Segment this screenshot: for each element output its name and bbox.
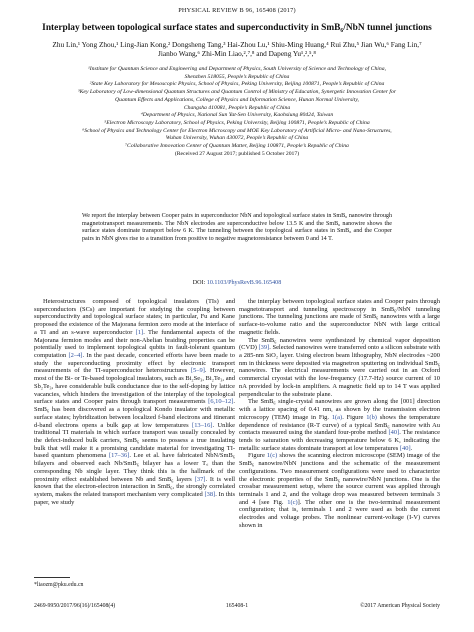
paragraph-text: . Unlike traditional TI materials in which surface transport was usually concealed by the defect-induced bulk carriers, SmB₆ seems to possess a true insulating bulk that will make it a promising candidate material for investigating TI-based quantum phenomena <box>34 421 235 460</box>
citation-link[interactable]: [2–4] <box>68 352 83 360</box>
doi-line <box>0 280 474 286</box>
paragraph-text: . Figure <box>342 413 367 421</box>
body-paragraph <box>239 337 440 399</box>
journal-header: PHYSICAL REVIEW B 96, 165408 (2017) <box>178 7 296 14</box>
citation-link[interactable]: [13–16] <box>192 421 213 429</box>
paragraph-text: . Selected nanowires were transferred onto a silicon substrate with a 285-nm SiO₂ layer. Using electron beam lithography, NbN electrodes ~200 nm in thickness were deposited via magnetron sputtering on individual SmB₆ nanowires. The electrical measurements were carried out in an Oxford commercial cryostat with the low-frequency (17.7-Hz) source current of 10 nA provided by lock-in amplifiers. A magnetic field up to 14 T was applied perpendicular to the substrate plane. <box>239 344 440 398</box>
affiliation-line: ⁵Electron Microscopy Laboratory, School of Physics, Peking University, Beijing 100871, People’s Republic of China <box>104 119 370 126</box>
paragraph-text: Figure <box>248 452 267 460</box>
abstract: We report the interplay between Cooper pairs in superconductor NbN and topological surface states in SmB₆ nanowire through magnetotransport measurements. The NbN electrodes are superconductive below 13.5 K and the SmB₆ nanowire shows the surface states dominate transport below 6 K. The tunneling between the topological surface states in SmB₆ and the Cooper pairs in NbN gives rise to a transition from positive to negative magnetoresistance between 0 and 14 T. <box>82 213 392 243</box>
body-paragraph <box>34 298 235 506</box>
affiliation-line: ⁷Collaborative Innovation Center of Quantum Matter, Beijing 100871, People’s Republic of China <box>125 143 349 150</box>
affiliation-list <box>30 66 444 158</box>
footer-issn: 2469-9950/2017/96(16)/165408(4) <box>34 603 116 609</box>
affiliation-line: ²State Key Laboratory for Mesoscopic Physics, School of Physics, Peking University, Beijing 100871, People’s Republic of China <box>89 81 385 88</box>
author-line: Jianbo Wang,⁶ Zhi-Min Liao,²,⁷,⁸ and Dapeng Yu¹,²,⁵,⁸ <box>158 49 316 59</box>
body-paragraph <box>239 452 440 529</box>
affiliation-line: ¹Institute for Quantum Science and Engineering and Department of Physics, South University of Science and Technology of China, <box>88 66 386 72</box>
author-line: Zhu Lin,¹ Yong Zhou,¹ Ling-Jian Kong,² Dongsheng Tang,³ Hai-Zhou Lu,¹ Shiu-Ming Huang,⁴ Rui Zhu,⁵ Jian Wu,⁶ Fang Lin,⁷ <box>52 40 422 49</box>
corresponding-email: *liaozm@pku.edu.cn <box>34 582 84 588</box>
received-dates: (Received 27 August 2017; published 5 October 2017) <box>174 150 300 157</box>
paragraph-text: . Lee et al. have fabricated NbN/SmB₆ bilayers and observed each Nb/SmB₆ bilayer has a lower T꜀ than the corresponding Nb single layer. They think this is the hallmark of the proximity effect established between Nb and SmB₆ layers <box>34 452 235 483</box>
paragraph-text: . The fundamental aspects of the Majorana fermion modes and their non-Abelian braiding properties can be potentially used to implement topological qubits in fault-tolerant quantum computation <box>34 328 235 360</box>
paragraph-text: shows the scanning electron microscope (SEM) image of the SmB₆ nanowire/NbN junctions and the schematic of the measurement configurations. Two measurement configurations were used to characterize the electronic properties of the SmB₆ nanowire/NbN junctions. One is the crossbar measurement setup, where the source current was applied through terminals 1 and 2, and the voltage drop was measured between terminals 3 and 4 [see Fig. <box>239 452 440 506</box>
paragraph-text: . The resistance tends to saturation with decreasing temperature below 6 K, indicating the metallic surface states dominate transport at low temperatures <box>239 429 440 452</box>
body-paragraph <box>239 298 440 337</box>
citation-link[interactable]: [38] <box>204 490 216 498</box>
affiliation-line: Wuhan University, Wuhan 430072, People’s Republic of China <box>165 135 309 142</box>
paragraph-text: The SmB₆ nanowires were synthesized by chemical vapor deposition (CVD) <box>239 336 440 352</box>
citation-link[interactable]: 1(c) <box>287 498 298 506</box>
paragraph-text: The SmB₆ single-crystal nanowires are grown along the [001] direction with a lattice spacing of 0.41 nm, as shown by the transmission electron microscopy (TEM) image in Fig. <box>239 398 440 421</box>
affiliation-line: ⁴Department of Physics, National Sun Yat-Sen University, Kaohsiung 80424, Taiwan <box>140 112 334 119</box>
paragraph-text: shows the temperature dependence of resistance (R-T curve) of a typical SmB₆ nanowire with Au contacts measured using the standard four-probe method <box>239 413 441 437</box>
right-column <box>239 298 440 530</box>
doi-link[interactable]: 10.1103/PhysRevB.96.165408 <box>206 280 282 286</box>
paragraph-text: ]. The other one is the two-terminal measurement configuration; that is, terminals 1 and 2 were used as both the current electrodes and voltage probes. The nonlinear current-voltage (I-V) curves shown in <box>239 498 440 529</box>
citation-link[interactable]: 1(a) <box>331 413 343 421</box>
citation-link[interactable]: [5–9] <box>190 367 205 375</box>
paragraph-text: Heterostructures composed of topological insulators (TIs) and superconductors (SCs) are important for studying the coupling between superconductivity and topological surface states; in particular, Fu and Kane proposed the existence of the Majorana fermion zero mode at the interface of a TI and an s-wave superconductor <box>34 298 235 336</box>
affiliation-line: ⁶School of Physics and Technology Center for Electron Microscopy and MOE Key Laboratory of Artificial Micro- and Nano-Structures, <box>82 127 392 134</box>
affiliation-line: Quantum Effects and Applications, College of Physics and Information Science, Hunan Normal University, <box>115 96 359 103</box>
citation-link[interactable]: [39] <box>258 344 270 352</box>
citation-link[interactable]: [17–36] <box>108 452 130 460</box>
left-column <box>34 298 235 506</box>
footnote-divider <box>34 577 70 578</box>
body-paragraph <box>239 398 440 452</box>
citation-link[interactable]: 1(c) <box>266 452 278 460</box>
citation-link[interactable]: [40] <box>388 429 400 437</box>
citation-link[interactable]: [40] <box>399 444 411 452</box>
paragraph-text: the interplay between topological surface states and Cooper pairs through magnetotransport and tunneling spectroscopy in SmB₆/NbN tunneling junctions. The tunneling junctions are made of SmB₆ nanowires with a large surface-to-volume ratio and the superconductor NbN with large critical magnetic fields. <box>239 298 440 336</box>
footer-page-number: 165408-1 <box>225 603 249 609</box>
citation-link[interactable]: [1] <box>135 328 144 336</box>
paragraph-text: . <box>410 444 413 452</box>
affiliation-line: ³Key Laboratory of Low-dimensional Quantum Structures and Quantum Control of Ministry of Education, Synergetic Innovation Center for <box>77 89 397 96</box>
author-list <box>22 40 452 58</box>
doi-label: DOI: <box>192 280 206 286</box>
paragraph-text: . SmB₆ has been discovered as a topological Kondo insulator with metallic surface states; hybridization between localized f-band electrons and itinerant d-band electrons opens a bulk gap at low temperatures <box>34 398 235 429</box>
affiliation-line: Shenzhen 518055, People’s Republic of China <box>184 73 290 80</box>
paragraph-text: . In the past decade, concerted efforts have been made to study the superconducting proximity effect by electronic transport measurements of the TI-superconductor heterostructures <box>34 352 235 375</box>
citation-link[interactable]: 1(b) <box>366 413 377 421</box>
paper-title: Interplay between topological surface states and superconductivity in SmB₆/NbN tunnel junctions <box>42 23 432 33</box>
paragraph-text: . In this paper, we study <box>34 490 235 506</box>
citation-link[interactable]: [6,10–12] <box>208 398 234 406</box>
footer-copyright: ©2017 American Physical Society <box>360 603 440 609</box>
affiliation-line: Changsha 410081, People’s Republic of China <box>183 104 291 111</box>
paragraph-text: . It is well known that the electron-electron interaction in SmB₆, the strongly correlated system, makes the related transport mechanism very complicated <box>34 475 236 498</box>
citation-link[interactable]: [37] <box>194 475 206 483</box>
paragraph-text: . However, most of the Bi- or Te-based topological insulators, such as Bi₂Se₃, Bi₂Te₃, and Sb₂Te₃, have considerable bulk conductance due to the self-doping by lattice vacancies, which hinders the investigation of the interplay of the topological surface states and Cooper pairs through transport measurements <box>34 367 236 406</box>
